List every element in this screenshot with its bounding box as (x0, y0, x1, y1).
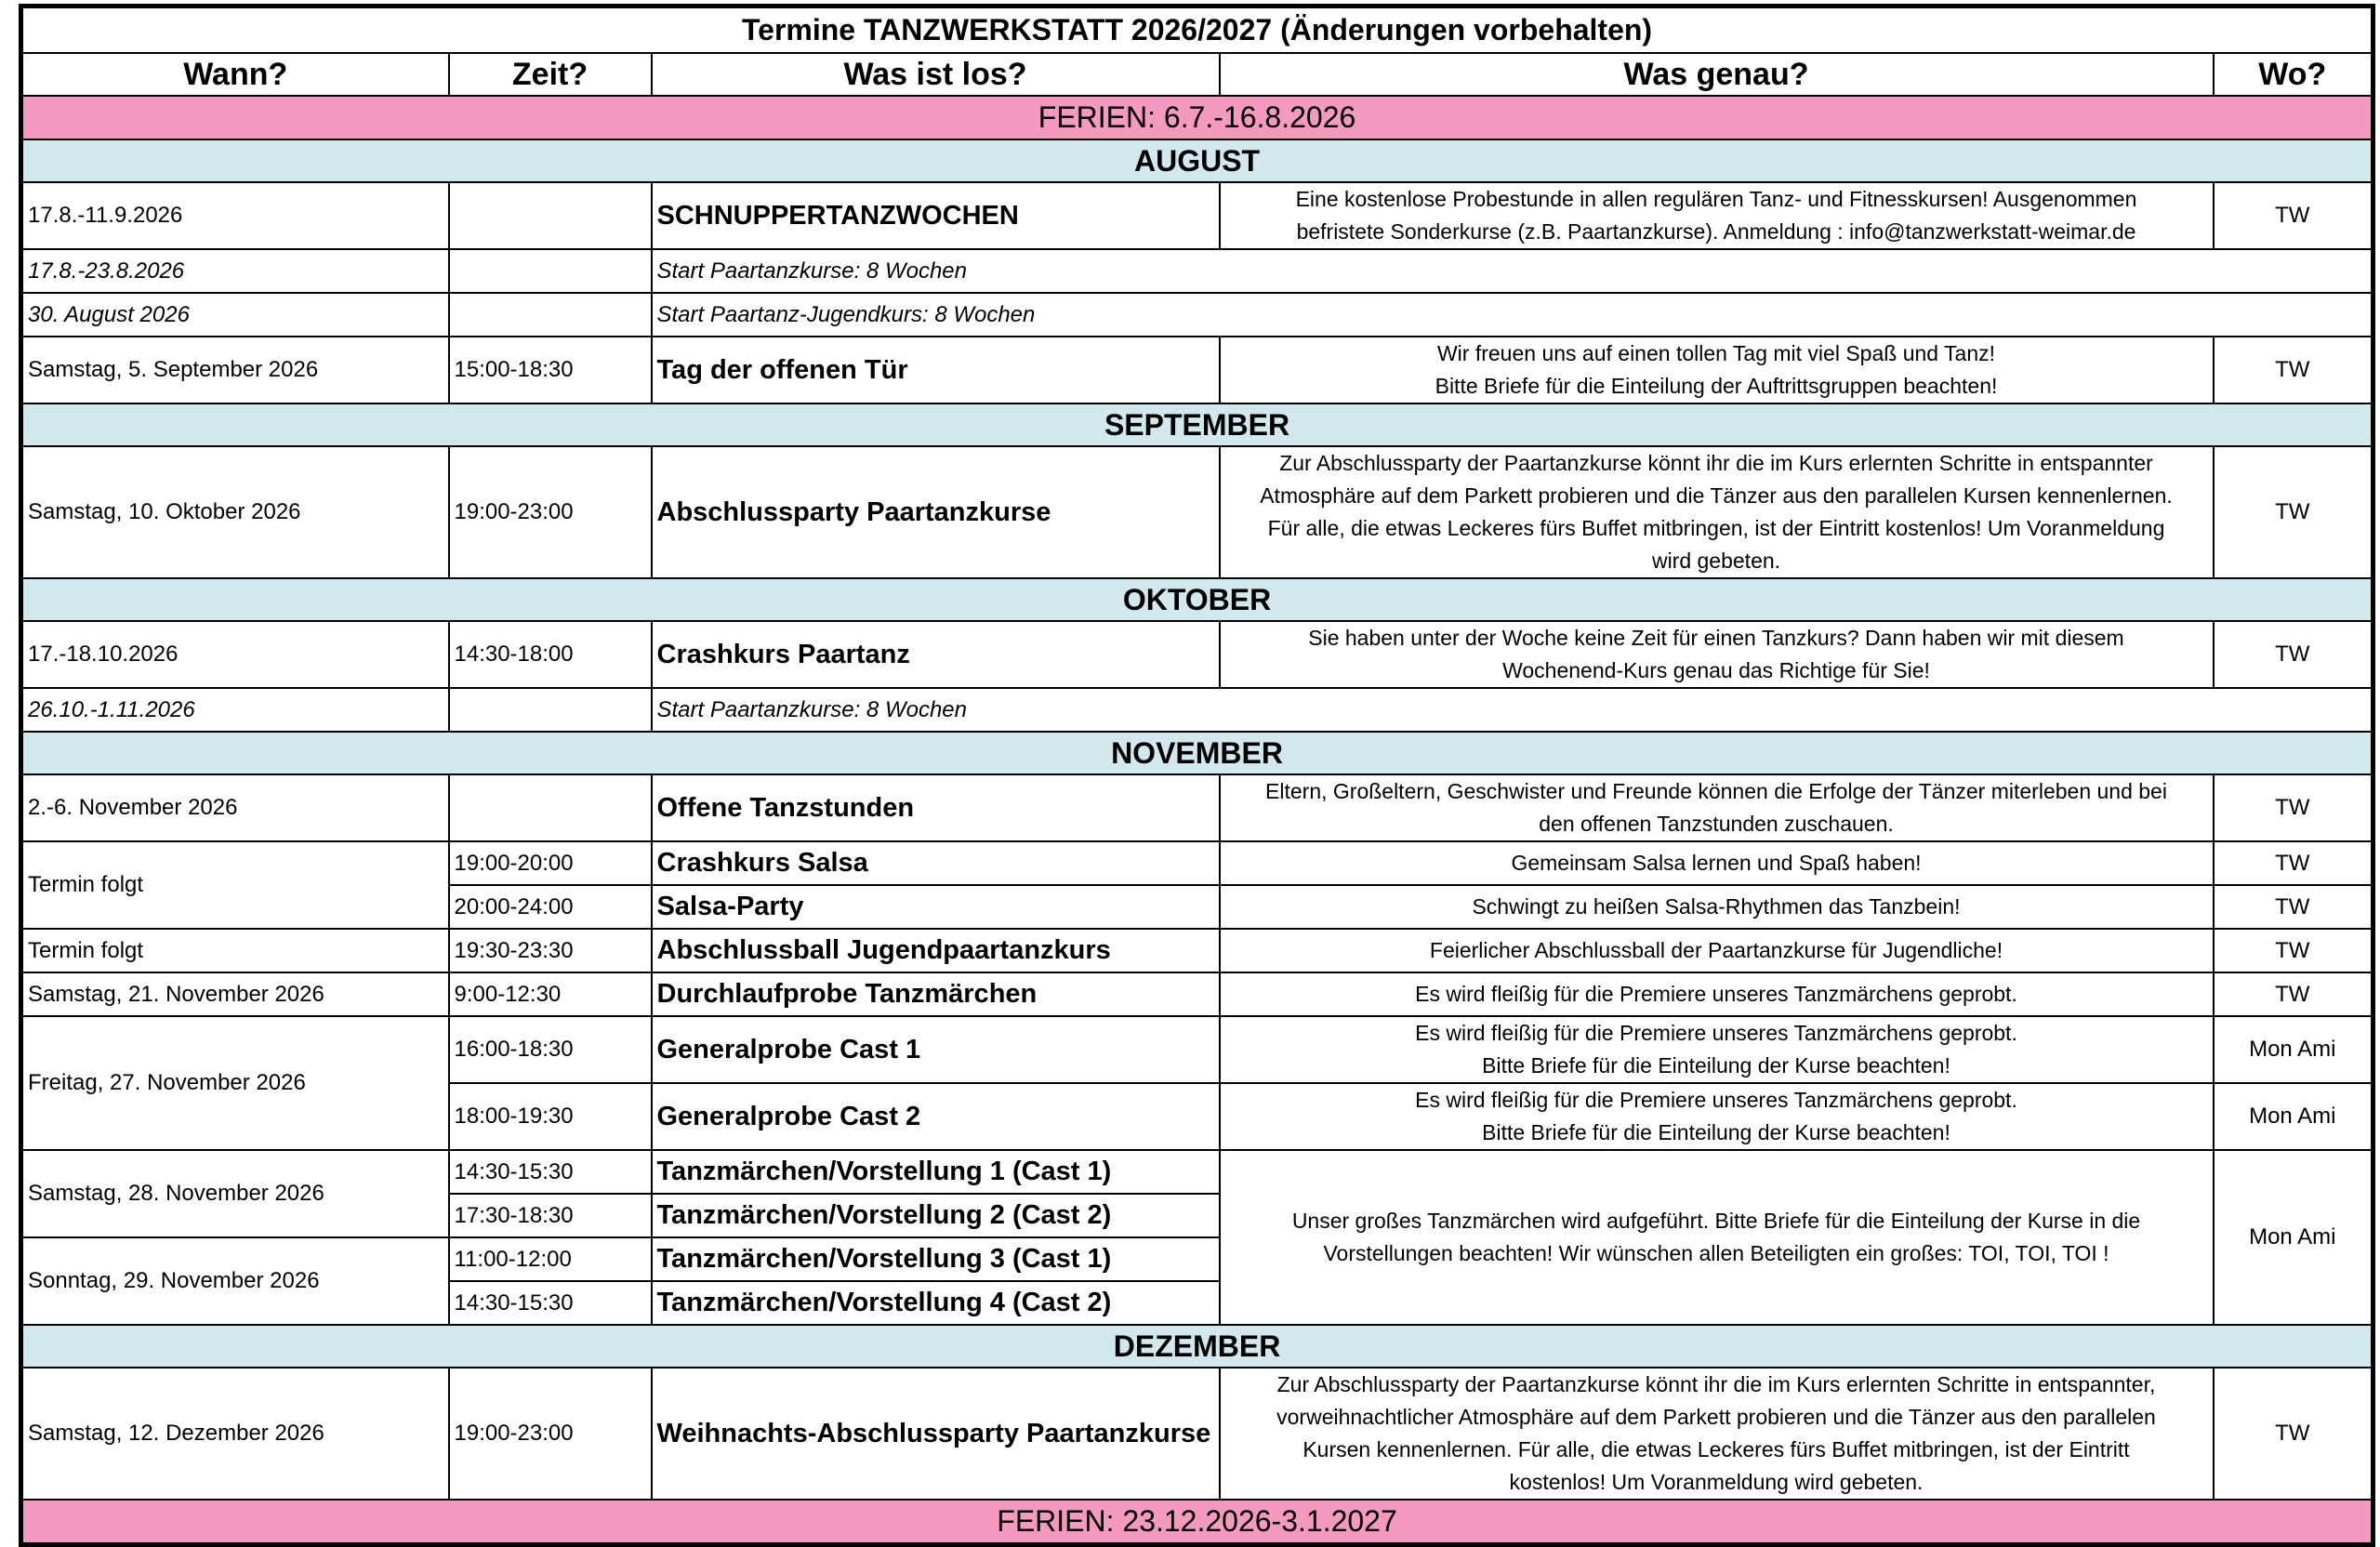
table-row (21, 1016, 2373, 1083)
time-cell: 9:00-12:30 (449, 972, 652, 1016)
time-cell: 16:00-18:30 (449, 1016, 652, 1083)
month-september: SEPTEMBER (21, 403, 2373, 446)
time-cell: 17:30-18:30 (449, 1194, 652, 1237)
event-cell: Generalprobe Cast 1 (652, 1016, 1220, 1083)
description-cell (1220, 446, 2214, 578)
date-cell: Samstag, 12. Dezember 2026 (21, 1368, 449, 1500)
date-cell: 17.-18.10.2026 (21, 621, 449, 688)
col-header-wo: Wo? (2214, 53, 2373, 96)
location-cell: TW (2214, 621, 2373, 688)
date-cell: 26.10.-1.11.2026 (21, 688, 449, 732)
description-line: Eine kostenlose Probestunde in allen regulären Tanz- und Fitnesskursen! Ausgenommen (1295, 187, 2137, 211)
time-cell (449, 182, 652, 249)
table-row (21, 293, 2373, 337)
month-dezember: DEZEMBER (21, 1325, 2373, 1368)
description-line: Es wird fleißig für die Premiere unseres Tanzmärchens geprobt. (1415, 1088, 2017, 1112)
description-line: Atmosphäre auf dem Parkett probieren und die Tänzer aus den parallelen Kursen kennenlernen. (1260, 483, 2173, 508)
description-cell (1220, 182, 2214, 249)
description-line: Unser großes Tanzmärchen wird aufgeführt. Bitte Briefe für die Einteilung der Kurse in die (1291, 1209, 2141, 1233)
description-line: Für alle, die etwas Leckeres fürs Buffet mitbringen, ist der Eintritt kostenlos! Um Voranmeldung (1267, 516, 2165, 540)
table-row (21, 446, 2373, 578)
month-row (21, 578, 2373, 621)
time-cell: 15:00-18:30 (449, 337, 652, 403)
col-header-genau: Was genau? (1220, 53, 2214, 96)
event-cell: Abschlussball Jugendpaartanzkurs (652, 929, 1220, 972)
description-line: Bitte Briefe für die Einteilung der Kurse beachten! (1482, 1053, 1950, 1078)
time-cell (449, 774, 652, 841)
event-cell: Tanzmärchen/Vorstellung 1 (Cast 1) (652, 1150, 1220, 1194)
description-line: befristete Sonderkurse (z.B. Paartanzkurse). Anmeldung : info@tanzwerkstatt-weimar.de (1296, 219, 2136, 244)
description-cell (1220, 621, 2214, 688)
table-row (21, 1150, 2373, 1194)
time-cell: 14:30-15:30 (449, 1150, 652, 1194)
description-line: kostenlos! Um Voranmeldung wird gebeten. (1509, 1470, 1924, 1494)
event-cell: Start Paartanzkurse: 8 Wochen (652, 249, 2373, 293)
location-cell: TW (2214, 446, 2373, 578)
time-cell: 19:00-23:00 (449, 446, 652, 578)
table-row (21, 621, 2373, 688)
location-cell: Mon Ami (2214, 1083, 2373, 1150)
location-cell: TW (2214, 841, 2373, 885)
event-cell: Offene Tanzstunden (652, 774, 1220, 841)
description-line: Sie haben unter der Woche keine Zeit für einen Tanzkurs? Dann haben wir mit diesem (1308, 626, 2124, 650)
table-row (21, 249, 2373, 293)
description-cell: Feierlicher Abschlussball der Paartanzkurse für Jugendliche! (1220, 929, 2214, 972)
time-cell: 14:30-15:30 (449, 1281, 652, 1325)
ferien-winter: FERIEN: 23.12.2026-3.1.2027 (21, 1500, 2373, 1545)
event-cell: Crashkurs Salsa (652, 841, 1220, 885)
table-row (21, 337, 2373, 403)
event-cell: Tag der offenen Tür (652, 337, 1220, 403)
event-cell: Tanzmärchen/Vorstellung 4 (Cast 2) (652, 1281, 1220, 1325)
description-line: Wochenend-Kurs genau das Richtige für Sie! (1502, 658, 1930, 682)
description-line: Es wird fleißig für die Premiere unseres Tanzmärchens geprobt. (1415, 1021, 2017, 1045)
time-cell: 20:00-24:00 (449, 885, 652, 929)
description-line: Bitte Briefe für die Einteilung der Kurse beachten! (1482, 1120, 1950, 1144)
col-header-was: Was ist los? (652, 53, 1220, 96)
time-cell (449, 249, 652, 293)
table-row (21, 1368, 2373, 1500)
time-cell: 11:00-12:00 (449, 1237, 652, 1281)
description-cell (1220, 1083, 2214, 1150)
description-cell: Es wird fleißig für die Premiere unseres Tanzmärchens geprobt. (1220, 972, 2214, 1016)
month-row (21, 1325, 2373, 1368)
event-cell: Crashkurs Paartanz (652, 621, 1220, 688)
description-line: Bitte Briefe für die Einteilung der Auftrittsgruppen beachten! (1435, 374, 1998, 398)
description-line: Zur Abschlussparty der Paartanzkurse könnt ihr die im Kurs erlernten Schritte in entspannter, (1276, 1372, 2156, 1396)
month-row (21, 139, 2373, 182)
location-cell: TW (2214, 1368, 2373, 1500)
location-cell: TW (2214, 337, 2373, 403)
date-cell: 17.8.-23.8.2026 (21, 249, 449, 293)
description-cell (1220, 337, 2214, 403)
month-oktober: OKTOBER (21, 578, 2373, 621)
description-cell (1220, 1368, 2214, 1500)
date-cell: Freitag, 27. November 2026 (21, 1016, 449, 1150)
date-cell: 30. August 2026 (21, 293, 449, 337)
description-line: Kursen kennenlernen. Für alle, die etwas Leckeres fürs Buffet mitbringen, ist der Eintritt (1302, 1437, 2130, 1461)
time-cell: 18:00-19:30 (449, 1083, 652, 1150)
table-row (21, 841, 2373, 885)
date-cell: Termin folgt (21, 929, 449, 972)
time-cell: 19:30-23:30 (449, 929, 652, 972)
description-cell: Schwingt zu heißen Salsa-Rhythmen das Tanzbein! (1220, 885, 2214, 929)
description-line: Zur Abschlussparty der Paartanzkurse könnt ihr die im Kurs erlernten Schritte in entspannter (1279, 451, 2153, 475)
description-cell (1220, 1150, 2214, 1325)
time-cell (449, 688, 652, 732)
month-august: AUGUST (21, 139, 2373, 182)
date-cell: Samstag, 5. September 2026 (21, 337, 449, 403)
event-cell: SCHNUPPERTANZWOCHEN (652, 182, 1220, 249)
event-cell: Weihnachts-Abschlussparty Paartanzkurse (652, 1368, 1220, 1500)
description-line: wird gebeten. (1651, 549, 1781, 573)
table-row (21, 182, 2373, 249)
month-row (21, 732, 2373, 774)
table-row (21, 688, 2373, 732)
event-cell: Tanzmärchen/Vorstellung 2 (Cast 2) (652, 1194, 1220, 1237)
event-cell: Start Paartanzkurse: 8 Wochen (652, 688, 2373, 732)
description-line: Eltern, Großeltern, Geschwister und Freunde können die Erfolge der Tänzer miterleben und bei (1265, 779, 2167, 803)
table-row (21, 774, 2373, 841)
description-line: Wir freuen uns auf einen tollen Tag mit viel Spaß und Tanz! (1436, 341, 1996, 365)
date-cell: Samstag, 28. November 2026 (21, 1150, 449, 1237)
date-cell: Samstag, 21. November 2026 (21, 972, 449, 1016)
date-cell: 17.8.-11.9.2026 (21, 182, 449, 249)
location-cell: TW (2214, 929, 2373, 972)
location-cell: TW (2214, 972, 2373, 1016)
table-row (21, 972, 2373, 1016)
col-header-zeit: Zeit? (449, 53, 652, 96)
description-line: Vorstellungen beachten! Wir wünschen allen Beteiligten ein großes: TOI, TOI, TOI ! (1323, 1241, 2109, 1265)
event-cell: Start Paartanz-Jugendkurs: 8 Wochen (652, 293, 2373, 337)
date-cell: 2.-6. November 2026 (21, 774, 449, 841)
event-cell: Generalprobe Cast 2 (652, 1083, 1220, 1150)
date-cell: Termin folgt (21, 841, 449, 929)
location-cell: TW (2214, 182, 2373, 249)
table-row (21, 929, 2373, 972)
location-cell: TW (2214, 774, 2373, 841)
month-row (21, 403, 2373, 446)
event-cell: Abschlussparty Paartanzkurse (652, 446, 1220, 578)
time-cell: 14:30-18:00 (449, 621, 652, 688)
ferien-row (21, 96, 2373, 139)
location-cell: Mon Ami (2214, 1016, 2373, 1083)
location-cell: Mon Ami (2214, 1150, 2373, 1325)
location-cell: TW (2214, 885, 2373, 929)
description-line: vorweihnachtlicher Atmosphäre auf dem Parkett probieren und die Tänzer aus den parallelen (1276, 1405, 2156, 1429)
schedule-table (19, 4, 2375, 1547)
schedule-title: Termine TANZWERKSTATT 2026/2027 (Änderungen vorbehalten) (21, 7, 2373, 54)
description-cell (1220, 774, 2214, 841)
date-cell: Sonntag, 29. November 2026 (21, 1237, 449, 1325)
time-cell: 19:00-23:00 (449, 1368, 652, 1500)
title-row (21, 7, 2373, 54)
description-cell (1220, 1016, 2214, 1083)
header-row (21, 53, 2373, 96)
description-cell: Gemeinsam Salsa lernen und Spaß haben! (1220, 841, 2214, 885)
event-cell: Tanzmärchen/Vorstellung 3 (Cast 1) (652, 1237, 1220, 1281)
date-cell: Samstag, 10. Oktober 2026 (21, 446, 449, 578)
month-november: NOVEMBER (21, 732, 2373, 774)
ferien-summer: FERIEN: 6.7.-16.8.2026 (21, 96, 2373, 139)
time-cell (449, 293, 652, 337)
event-cell: Salsa-Party (652, 885, 1220, 929)
col-header-wann: Wann? (21, 53, 449, 96)
ferien-row (21, 1500, 2373, 1545)
time-cell: 19:00-20:00 (449, 841, 652, 885)
event-cell: Durchlaufprobe Tanzmärchen (652, 972, 1220, 1016)
description-line: den offenen Tanzstunden zuschauen. (1539, 812, 1894, 836)
